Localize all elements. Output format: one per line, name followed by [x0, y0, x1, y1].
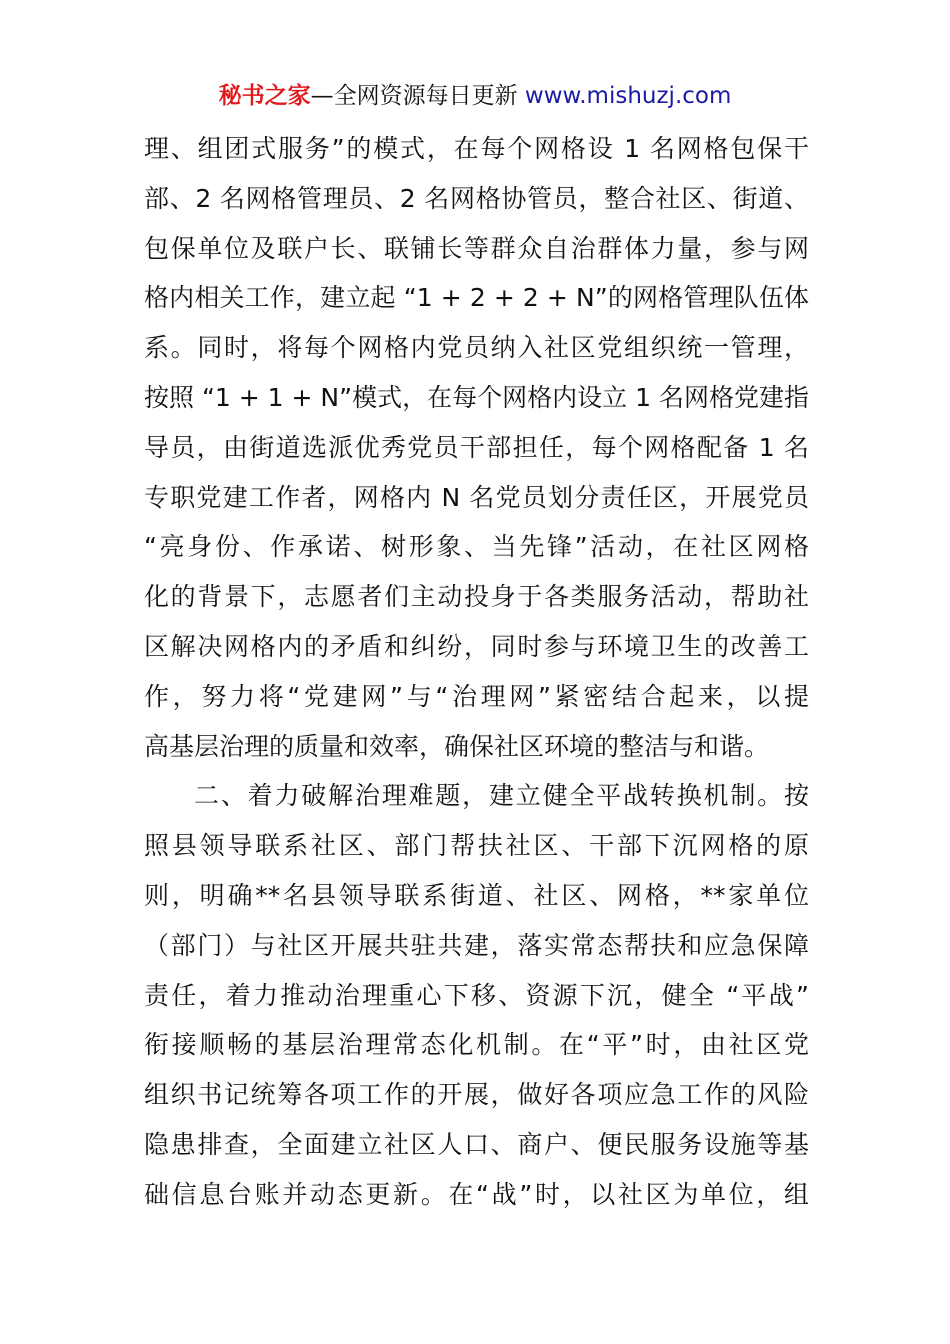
text-line: 责任，着力推动治理重心下移、资源下沉，健全 “平战” [144, 980, 809, 1010]
text-line: 按照 “1 + 1 + N”模式，在每个网格内设立 1 名网格党建指 [144, 382, 809, 412]
text-line: 格内相关工作，建立起 “1 + 2 + 2 + N”的网格管理队伍体 [144, 283, 809, 313]
document-body [144, 124, 809, 1220]
paragraph-end-line: 高基层治理的质量和效率，确保社区环境的整洁与和谐。 [144, 731, 770, 761]
section-heading-line: 二、着力破解治理难题，建立健全平战转换机制。按 [194, 781, 809, 811]
text-line: 专职党建工作者，网格内 N 名党员划分责任区，开展党员 [144, 482, 809, 512]
text-line: 作，努力将“党建网”与“治理网”紧密结合起来，以提 [144, 681, 809, 711]
text-line: 区解决网格内的矛盾和纠纷，同时参与环境卫生的改善工 [144, 631, 809, 661]
site-brand: 秘书之家 [218, 83, 311, 109]
text-line: （部门）与社区开展共驻共建，落实常态帮扶和应急保障 [144, 930, 809, 960]
text-line: 则，明确**名县领导联系街道、社区、网格，**家单位 [144, 880, 809, 910]
site-tagline: —全网资源每日更新 [310, 83, 525, 109]
text-line: 系。同时，将每个网格内党员纳入社区党组织统一管理， [144, 333, 809, 363]
text-line: 衔接顺畅的基层治理常态化机制。在“平”时，由社区党 [144, 1030, 809, 1060]
text-line: “亮身份、作承诺、树形象、当先锋”活动，在社区网格 [144, 532, 809, 562]
text-line: 导员，由街道选派优秀党员干部担任，每个网格配备 1 名 [144, 432, 809, 462]
site-header [0, 80, 950, 112]
text-line: 包保单位及联户长、联铺长等群众自治群体力量，参与网 [144, 233, 809, 263]
text-line: 部、2 名网格管理员、2 名网格协管员，整合社区、街道、 [144, 183, 809, 213]
text-line: 础信息台账并动态更新。在“战”时，以社区为单位，组 [144, 1179, 809, 1209]
text-line: 理、组团式服务”的模式，在每个网格设 1 名网格包保干 [144, 134, 809, 163]
text-line: 隐患排查，全面建立社区人口、商户、便民服务设施等基 [144, 1129, 809, 1159]
text-line: 组织书记统筹各项工作的开展，做好各项应急工作的风险 [144, 1080, 809, 1110]
text-line: 化的背景下，志愿者们主动投身于各类服务活动，帮助社 [144, 582, 809, 612]
text-line: 照县领导联系社区、部门帮扶社区、干部下沉网格的原 [144, 831, 809, 861]
site-url-link[interactable]: www.mishuzj.com [524, 83, 732, 109]
